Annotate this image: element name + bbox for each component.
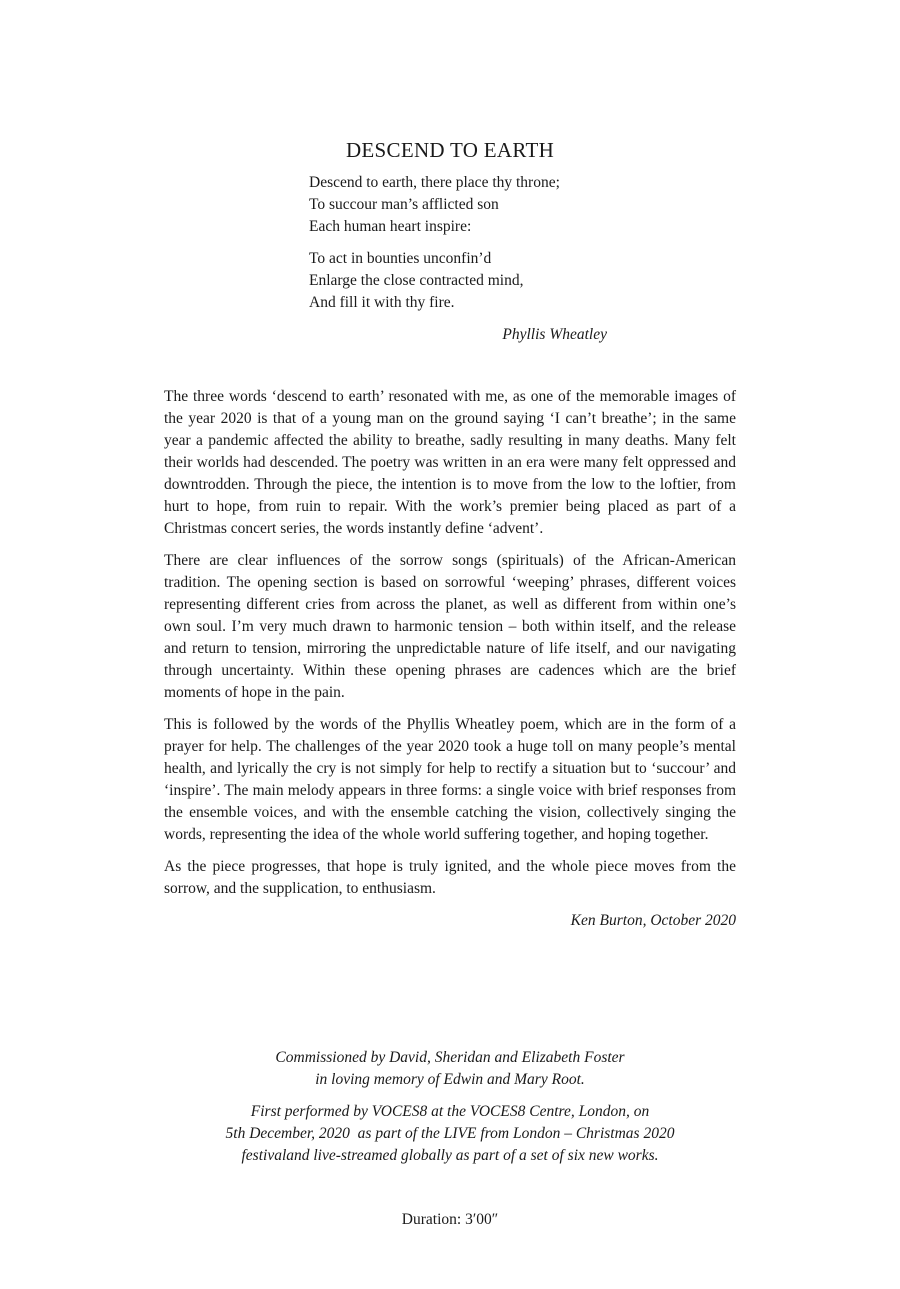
credit-line: Commissioned by David, Sheridan and Elizabeth Foster: [275, 1049, 625, 1066]
credit-line: 5th December, 2020 as part of the LIVE from London – Christmas 2020: [225, 1125, 675, 1142]
essay-paragraph: There are clear influences of the sorrow songs (spirituals) of the African-American tradition. The opening section is based on sorrowful ‘weeping’ phrases, different voices representing different cries from across the planet, as well as different from within one’s own soul. I’m very much drawn to harmonic tension – both within itself, and the release and return to tension, mirroring the unpredictable nature of life itself, and our navigating through uncertainty. Within these opening phrases are cadences which are the brief moments of hope in the pain.: [164, 552, 736, 701]
credit-line: in loving memory of Edwin and Mary Root.: [315, 1071, 585, 1088]
premiere-note: [0, 1101, 900, 1167]
essay-signature: Ken Burton, October 2020: [570, 912, 736, 929]
duration: Duration: 3′00″: [401, 1211, 499, 1228]
poem-line: To succour man’s afflicted son: [309, 196, 499, 213]
poem-stanza: [309, 172, 629, 238]
poem-line: Each human heart inspire:: [309, 218, 472, 235]
poem: [309, 172, 629, 324]
poem-line: And fill it with thy fire.: [309, 294, 455, 311]
poem-line: Enlarge the close contracted mind,: [309, 272, 524, 289]
poem-author: Phyllis Wheatley: [502, 326, 607, 343]
program-note: [164, 386, 736, 932]
credit-line: festivaland live-streamed globally as part of a set of six new works.: [241, 1147, 659, 1164]
commission-note: [0, 1047, 900, 1091]
credit-line: First performed by VOCES8 at the VOCES8 Centre, London, on: [250, 1103, 650, 1120]
credits: [0, 1047, 900, 1177]
poem-stanza: [309, 248, 629, 314]
essay-paragraph: The three words ‘descend to earth’ resonated with me, as one of the memorable images of the year 2020 is that of a young man on the ground saying ‘I can’t breathe’; in the same year a pandemic affected the ability to breathe, sadly resulting in many deaths. Many felt their worlds had descended. The poetry was written in an era were many felt oppressed and downtrodden. Through the piece, the intention is to move from the low to the loftier, from hurt to hope, from ruin to repair. With the work’s premier being placed as part of a Christmas concert series, the words instantly define ‘advent’.: [164, 388, 736, 537]
essay-paragraph: This is followed by the words of the Phyllis Wheatley poem, which are in the form of a prayer for help. The challenges of the year 2020 took a huge toll on many people’s mental health, and lyrically the cry is not simply for help to rectify a situation but to ‘succour’ and ‘inspire’. The main melody appears in three forms: a single voice with brief responses from the ensemble voices, and with the ensemble catching the vision, collectively singing the words, representing the idea of the whole world suffering together, and hoping together.: [164, 716, 736, 843]
poem-line: Descend to earth, there place thy throne;: [309, 174, 560, 191]
page-title: DESCEND TO EARTH: [345, 138, 555, 162]
poem-line: To act in bounties unconfin’d: [309, 250, 492, 267]
essay-paragraph: As the piece progresses, that hope is truly ignited, and the whole piece moves from the sorrow, and the supplication, to enthusiasm.: [164, 858, 736, 897]
